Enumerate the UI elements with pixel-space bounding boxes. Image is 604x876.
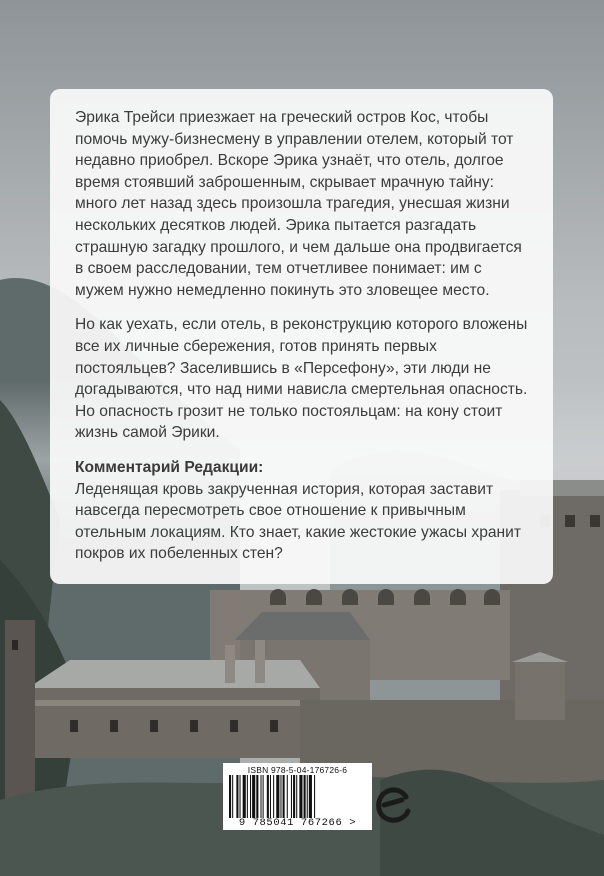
- isbn-barcode: [223, 763, 372, 830]
- description-paragraph-2: Но как уехать, если отель, в реконструкцию которого вложены все их личные сбережения, готов принять первых постояльцев? Заселившись в «Персефону», эти люди не догадываются, что над ними нависла смертельная опасность. Но опасность грозит не только постояльцам: на кону стоит жизнь самой Эрики.: [75, 316, 528, 442]
- description-paragraph-1: Эрика Трейси приезжает на греческий остров Кос, чтобы помочь мужу-бизнесмену в управлении отелем, который тот недавно приобрел. Вскоре Эрика узнаёт, что отель, долгое время стоявший заброшенным, скрывает мрачную тайну: много лет назад здесь произошла трагедия, унесшая жизни нескольких десятков людей. Эрика пытается разгадать страшную загадку прошлого, и чем дальше она продвигается в своем расследовании, тем отчетливее понимает: им с мужем нужно немедленно покинуть это зловещее место.: [75, 109, 522, 299]
- isbn-label: ISBN 978-5-04-176726-6: [247, 765, 348, 775]
- eksmo-e-logo-icon: [373, 784, 413, 824]
- description-panel: [50, 89, 553, 584]
- barcode-bars: [229, 775, 367, 818]
- editorial-text: Леденящая кровь закрученная история, которая заставит навсегда пересмотреть свое отношение к привычным отельным локациям. Кто знает, какие жестокие ужасы хранит покров их побеленных стен?: [75, 480, 521, 563]
- editorial-heading: Комментарий Редакции:: [75, 458, 264, 476]
- barcode-digits: 9 785041 767266 >: [238, 817, 357, 829]
